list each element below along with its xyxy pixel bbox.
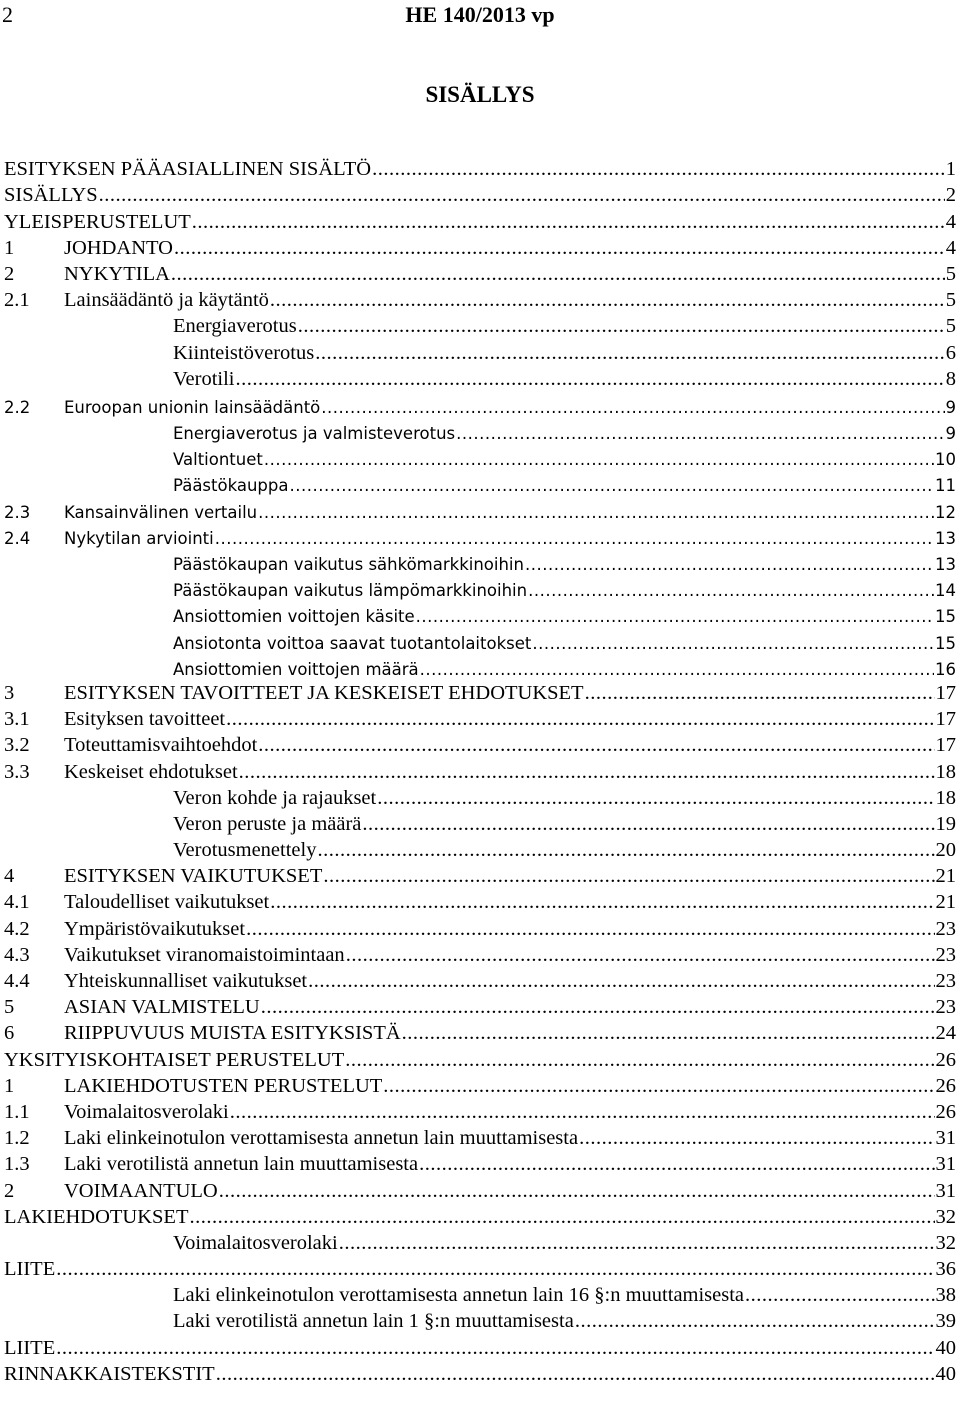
toc-entry-body [173, 1310, 956, 1333]
dot-leader [383, 1075, 934, 1098]
dot-leader [216, 1363, 935, 1386]
toc-entry-body [173, 342, 956, 365]
toc-entry-body [173, 660, 956, 679]
toc-entry[interactable] [4, 181, 956, 207]
toc-entry[interactable] [4, 993, 956, 1019]
toc-entry-body [64, 263, 956, 286]
toc-entry-label: VOIMAANTULO [64, 1179, 218, 1202]
toc-entry-page: 23 [935, 970, 956, 992]
toc-entry[interactable] [4, 731, 956, 757]
toc-entry-body [173, 634, 956, 653]
toc-entry[interactable] [4, 705, 956, 731]
dot-leader [525, 555, 934, 574]
toc-entry-body [64, 891, 956, 914]
dot-leader [315, 342, 945, 365]
dot-leader [192, 211, 945, 234]
toc-entry-body [173, 368, 956, 391]
toc-entry-body [64, 1101, 956, 1124]
toc-entry-number: 3 [4, 681, 15, 704]
dot-leader [258, 734, 934, 757]
toc-entry-page: 2 [945, 184, 956, 207]
toc-entry-label: YKSITYISKOHTAISET PERUSTELUT [4, 1048, 345, 1071]
toc-entry-label: Veron peruste ja määrä [173, 812, 362, 835]
dot-leader [239, 761, 935, 784]
toc-entry-page: 26 [935, 1074, 956, 1097]
toc-entry-label: Laki verotilistä annetun lain 1 §:n muuttamisesta [173, 1310, 574, 1333]
dot-leader [575, 1310, 935, 1333]
toc-entry[interactable] [4, 155, 956, 181]
dot-leader [298, 315, 945, 338]
toc-entry-body [173, 839, 956, 862]
dot-leader [456, 424, 944, 443]
toc-entry-number: 2.2 [4, 397, 31, 417]
toc-entry-label: Kansainvälinen vertailu [64, 502, 258, 522]
toc-entry[interactable] [4, 810, 956, 836]
toc-entry-body [173, 581, 956, 600]
toc-entry-number: 2.1 [4, 289, 30, 312]
document-id: HE 140/2013 vp [405, 2, 555, 27]
dot-leader [420, 660, 934, 679]
toc-entry-number: 5 [4, 996, 15, 1019]
toc-entry-body [173, 813, 956, 836]
dot-leader [270, 891, 934, 914]
dot-leader [377, 787, 934, 810]
toc-entry-body [173, 424, 956, 443]
toc-entry-body [4, 1206, 956, 1229]
toc-entry[interactable] [4, 1045, 956, 1071]
toc-entry-number: 4 [4, 865, 15, 888]
toc-entry-label: Keskeiset ehdotukset [64, 760, 238, 783]
toc-entry-body [64, 1127, 956, 1150]
toc-entry-number: 2 [4, 1179, 15, 1202]
toc-entry-page: 36 [935, 1258, 956, 1281]
toc-entry-body [173, 787, 956, 810]
toc-entry[interactable] [4, 1072, 956, 1098]
toc-entry-body [173, 476, 956, 495]
toc-entry[interactable] [4, 443, 956, 469]
dot-leader [56, 1337, 934, 1360]
toc-entry-label: LAKIEHDOTUKSET [4, 1205, 189, 1228]
toc-entry[interactable] [4, 1333, 956, 1359]
toc-entry[interactable] [4, 679, 956, 705]
toc-entry-label: Nykytilan arviointi [64, 528, 214, 548]
toc-entry[interactable] [4, 941, 956, 967]
dot-leader [402, 1022, 935, 1045]
toc-entry-number: 2 [4, 262, 15, 285]
toc-entry[interactable] [4, 1203, 956, 1229]
toc-entry-body [64, 1153, 956, 1176]
toc-entry-page: 17 [935, 681, 956, 704]
toc-entry-body [64, 503, 956, 522]
toc-entry-label: Laki elinkeinotulon verottamisesta annetun lain 16 §:n muuttamisesta [173, 1284, 745, 1307]
toc-entry-number: 1.2 [4, 1127, 30, 1150]
dot-leader [189, 1206, 934, 1229]
dot-leader [528, 581, 934, 600]
toc-entry-label: YLEISPERUSTELUT [4, 210, 191, 233]
dot-leader [171, 263, 945, 286]
toc-entry-number: 4.4 [4, 970, 30, 992]
toc-entry-page: 4 [945, 236, 956, 259]
dot-leader [321, 398, 944, 417]
dot-leader [289, 476, 934, 495]
toc-entry[interactable] [4, 469, 956, 495]
toc-entry[interactable] [4, 522, 956, 548]
toc-entry[interactable] [4, 1176, 956, 1202]
toc-entry-body [173, 607, 956, 626]
dot-leader [258, 503, 934, 522]
dot-leader [362, 813, 934, 836]
toc-entry-number: 2.4 [4, 528, 31, 548]
toc-entry-page: 6 [945, 341, 956, 364]
toc-entry-label: Lainsäädäntö ja käytäntö [64, 289, 269, 312]
toc-entry-label: LIITE [4, 1336, 56, 1359]
toc-entry-label: Veron kohde ja rajaukset [173, 786, 377, 809]
toc-entry-number: 3.1 [4, 708, 30, 731]
toc-entry-page: 32 [935, 1231, 956, 1254]
toc-entry-number: 1 [4, 236, 15, 259]
dot-leader [261, 996, 935, 1019]
toc-entry[interactable] [4, 888, 956, 914]
toc-entry-page: 23 [935, 996, 956, 1019]
toc-entry[interactable] [4, 1098, 956, 1124]
dot-leader [532, 634, 934, 653]
toc-entry-body [64, 708, 956, 731]
toc-entry-page: 13 [935, 528, 956, 548]
toc-entry-label: SISÄLLYS [4, 184, 98, 207]
toc-entry-page: 38 [935, 1284, 956, 1307]
dot-leader [585, 682, 935, 705]
toc-entry[interactable] [4, 967, 956, 993]
toc-entry[interactable] [4, 653, 956, 679]
dot-leader [264, 450, 934, 469]
toc-entry-page: 13 [935, 555, 956, 574]
toc-entry-page: 20 [935, 839, 956, 862]
toc-entry-page: 31 [935, 1153, 956, 1176]
toc-entry-body [4, 1258, 956, 1281]
toc-entry-label: NYKYTILA [64, 262, 170, 285]
toc-entry-body [173, 450, 956, 469]
dot-leader [99, 184, 945, 207]
toc-entry-page: 5 [945, 262, 956, 285]
toc-entry-page: 8 [945, 367, 956, 390]
toc-entry-label: ASIAN VALMISTELU [64, 996, 260, 1019]
toc-entry-number: 2.3 [4, 502, 31, 522]
toc-entry-page: 32 [935, 1205, 956, 1228]
toc-entry-label: Toteuttamisvaihtoehdot [64, 734, 258, 757]
toc-entry[interactable] [4, 1255, 956, 1281]
dot-leader [230, 1101, 935, 1124]
toc-entry[interactable] [4, 1124, 956, 1150]
toc-entry[interactable] [4, 234, 956, 260]
toc-entry[interactable] [4, 1281, 956, 1307]
toc-entry-label: LAKIEHDOTUSTEN PERUSTELUT [64, 1074, 383, 1097]
toc-entry-page: 21 [935, 865, 956, 888]
toc-entry-label: ESITYKSEN TAVOITTEET JA KESKEISET EHDOTUKSET [64, 681, 584, 704]
toc-entry[interactable] [4, 914, 956, 940]
toc-entry-body [64, 918, 956, 941]
toc-entry[interactable] [4, 1307, 956, 1333]
toc-entry-page: 4 [945, 210, 956, 233]
toc-entry-label: Laki elinkeinotulon verottamisesta annetun lain muuttamisesta [64, 1127, 579, 1150]
toc-entry-page: 9 [945, 424, 956, 444]
toc-entry-page: 5 [945, 315, 956, 338]
toc-entry-body [64, 1180, 956, 1203]
toc-entry-label: ESITYKSEN VAIKUTUKSET [64, 865, 323, 888]
toc-entry-body [4, 184, 956, 207]
toc-entry-body [64, 529, 956, 548]
dot-leader [372, 158, 945, 181]
toc-entry-number: 1.3 [4, 1153, 30, 1176]
toc-entry[interactable] [4, 1019, 956, 1045]
dot-leader [323, 865, 934, 888]
toc-entry-page: 18 [935, 786, 956, 809]
toc-entry-page: 26 [935, 1100, 956, 1123]
toc-entry[interactable] [4, 574, 956, 600]
toc-entry-page: 31 [935, 1179, 956, 1202]
toc-entry[interactable] [4, 836, 956, 862]
toc-entry-page: 9 [945, 397, 956, 417]
toc-entry-body [64, 289, 956, 312]
toc-entry-body [64, 237, 956, 260]
toc-entry[interactable] [4, 548, 956, 574]
toc-entry-page: 31 [935, 1127, 956, 1150]
toc-entry-label: Ansiottomien voittojen käsite [173, 607, 415, 627]
dot-leader [419, 1153, 934, 1176]
dot-leader [215, 529, 934, 548]
dot-leader [345, 1049, 934, 1072]
toc-entry-page: 40 [935, 1362, 956, 1385]
toc-entry-body [64, 1022, 956, 1045]
dot-leader [236, 368, 945, 391]
toc-entry[interactable] [4, 862, 956, 888]
toc-entry-page: 18 [935, 760, 956, 783]
dot-leader [308, 970, 934, 993]
toc-entry-page: 15 [935, 607, 956, 627]
toc-entry-page: 12 [935, 502, 956, 522]
page-number: 2 [2, 2, 13, 27]
toc-entry-label: Kiinteistöverotus [173, 341, 315, 364]
toc-entry-number: 1.1 [4, 1100, 30, 1123]
dot-leader [416, 607, 934, 626]
toc-entry-page: 16 [935, 659, 956, 679]
toc-entry-body [64, 970, 956, 993]
toc-entry-body [173, 1232, 956, 1255]
dot-leader [226, 708, 934, 731]
toc-entry[interactable] [4, 365, 956, 391]
toc-entry-label: Vaikutukset viranomaistoimintaan [64, 943, 345, 966]
toc-entry-label: RIIPPUVUUS MUISTA ESITYKSISTÄ [64, 1022, 401, 1045]
toc-entry-number: 3.2 [4, 734, 30, 757]
toc-entry-label: RINNAKKAISTEKSTIT [4, 1362, 215, 1385]
dot-leader [317, 839, 934, 862]
page-header [0, 2, 960, 32]
toc-entry[interactable] [4, 757, 956, 783]
toc-entry-number: 4.2 [4, 917, 30, 940]
toc-entry-page: 5 [945, 289, 956, 312]
toc-entry-label: Päästökaupan vaikutus lämpömarkkinoihin [173, 581, 528, 601]
toc-entry-label: Päästökauppa [173, 476, 289, 496]
toc-entry-label: Taloudelliset vaikutukset [64, 891, 270, 914]
toc-entry-number: 6 [4, 1022, 15, 1045]
toc-entry[interactable] [4, 417, 956, 443]
toc-entry-label: Päästökaupan vaikutus sähkömarkkinoihin [173, 555, 524, 574]
toc-entry-page: 14 [935, 581, 956, 601]
toc-entry-body [64, 761, 956, 784]
toc-entry-label: Laki verotilistä annetun lain muuttamisesta [64, 1153, 419, 1176]
toc-entry-label: Energiaverotus ja valmisteverotus [173, 424, 456, 444]
toc-entry-body [173, 555, 956, 574]
toc-entry-body [4, 1049, 956, 1072]
toc-entry-label: Verotusmenettely [173, 839, 317, 862]
toc-entry-label: Euroopan unionin lainsäädäntö [64, 397, 321, 417]
toc-entry-label: Voimalaitosverolaki [173, 1231, 338, 1254]
toc-entry[interactable] [4, 207, 956, 233]
toc-entry-page: 40 [935, 1336, 956, 1359]
toc-entry[interactable] [4, 338, 956, 364]
toc-entry-number: 4.3 [4, 943, 30, 966]
toc-entry-page: 19 [935, 812, 956, 835]
toc-entry[interactable] [4, 1150, 956, 1176]
toc-entry[interactable] [4, 626, 956, 652]
toc-entry-label: Verotili [173, 367, 235, 390]
toc-entry-body [173, 1284, 956, 1307]
toc-entry-page: 21 [935, 891, 956, 914]
dot-leader [339, 1232, 935, 1255]
dot-leader [579, 1127, 934, 1150]
toc-entry-label: Valtiontuet [173, 450, 263, 470]
toc-entry-number: 3.3 [4, 760, 30, 783]
toc-entry-label: Esityksen tavoitteet [64, 708, 226, 731]
toc-entry-body [64, 734, 956, 757]
toc-entry-label: JOHDANTO [64, 236, 173, 259]
toc-entry-body [4, 1337, 956, 1360]
toc-entry-page: 17 [935, 708, 956, 731]
toc-entry-page: 24 [935, 1022, 956, 1045]
toc-entry-page: 23 [935, 917, 956, 940]
toc-entry[interactable] [4, 784, 956, 810]
toc-entry-page: 39 [935, 1310, 956, 1333]
toc-entry-page: 17 [935, 734, 956, 757]
toc-entry[interactable] [4, 1229, 956, 1255]
toc-entry-number: 1 [4, 1074, 15, 1097]
toc-entry-body [64, 1075, 956, 1098]
toc-entry-body [64, 398, 956, 417]
dot-leader [56, 1258, 934, 1281]
toc-entry-number: 4.1 [4, 891, 30, 914]
toc-entry-label: Ansiottomien voittojen määrä [173, 659, 419, 679]
toc-entry[interactable] [4, 391, 956, 417]
dot-leader [346, 944, 935, 967]
toc-entry[interactable] [4, 260, 956, 286]
toc-entry-label: Ansiotonta voittoa saavat tuotantolaitokset [173, 633, 532, 653]
toc-entry[interactable] [4, 312, 956, 338]
toc-entry-label: Energiaverotus [173, 315, 297, 338]
toc-entry-label: Ympäristövaikutukset [64, 917, 246, 940]
toc-entry-body [4, 1363, 956, 1386]
toc-entry-body [4, 158, 956, 181]
toc-entry-page: 26 [935, 1048, 956, 1071]
toc-entry-label: LIITE [4, 1258, 56, 1281]
toc-entry-body [64, 944, 956, 967]
toc-entry-page: 10 [935, 450, 956, 470]
toc-entry[interactable] [4, 1360, 956, 1386]
toc-entry[interactable] [4, 495, 956, 521]
toc-entry-body [64, 996, 956, 1019]
toc-entry[interactable] [4, 286, 956, 312]
dot-leader [246, 918, 934, 941]
toc-entry-label: Voimalaitosverolaki [64, 1100, 229, 1123]
toc-entry-label: Yhteiskunnalliset vaikutukset [64, 970, 308, 992]
toc-entry[interactable] [4, 600, 956, 626]
dot-leader [174, 237, 945, 260]
toc-entry-page: 15 [935, 633, 956, 653]
toc-entry-body [64, 682, 956, 705]
toc-entry-body [64, 865, 956, 888]
toc-entry-page: 1 [945, 158, 956, 181]
toc-entry-body [173, 315, 956, 338]
toc-entry-page: 23 [935, 943, 956, 966]
dot-leader [270, 289, 945, 312]
table-of-contents [4, 155, 956, 1386]
toc-entry-page: 11 [935, 476, 956, 496]
toc-entry-label: ESITYKSEN PÄÄASIALLINEN SISÄLTÖ [4, 158, 372, 181]
toc-entry-body [4, 211, 956, 234]
dot-leader [219, 1180, 935, 1203]
dot-leader [745, 1284, 934, 1307]
toc-title: SISÄLLYS [425, 82, 535, 107]
